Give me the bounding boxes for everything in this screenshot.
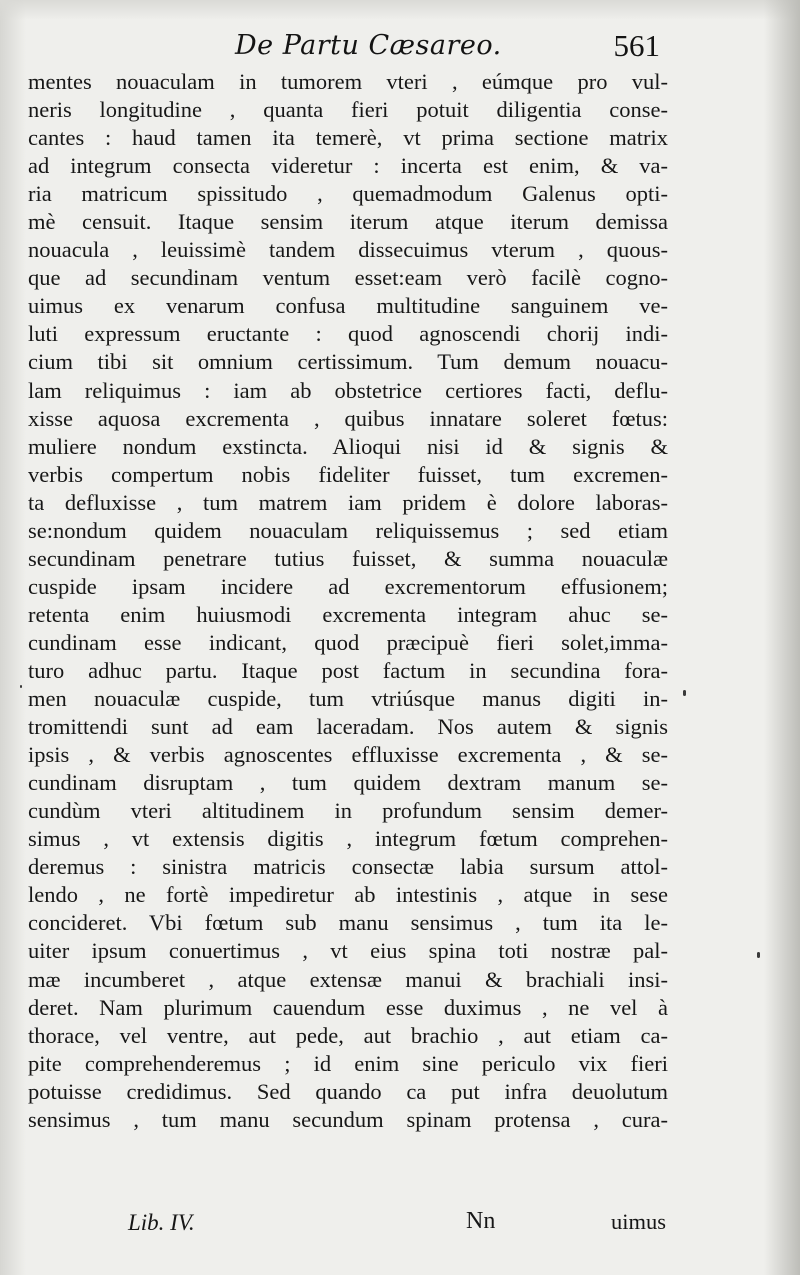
text-line: thorace, vel ventre, aut pede, aut brachio , aut etiam ca- <box>28 1022 668 1048</box>
text-line: cuspide ipsam incidere ad excrementorum effusionem; <box>28 573 668 599</box>
text-line: se:nondum quidem nouaculam reliquissemus ; sed etiam <box>28 517 668 543</box>
page-edge-shadow <box>764 0 800 1275</box>
text-line: deremus : sinistra matricis consectæ labia sursum attol- <box>28 854 668 880</box>
page-header <box>30 26 660 70</box>
text-line: que ad secundinam ventum esset:eam verò facilè cogno- <box>28 265 668 291</box>
text-line: deret. Nam plurimum cauendum esse duximus , ne vel à <box>28 994 668 1020</box>
margin-speck <box>757 952 760 958</box>
text-line: cundinam esse indicant, quod præcipuè fieri solet,imma- <box>28 629 668 655</box>
text-line: uimus ex venarum confusa multitudine sanguinem ve- <box>28 293 668 319</box>
text-line: cundùm vteri altitudinem in profundum sensim demer- <box>28 798 668 824</box>
body-text <box>28 68 668 1134</box>
gathering-signature-mark: Nn <box>466 1208 496 1234</box>
text-line: lendo , ne fortè impediretur ab intestinis , atque in sese <box>28 882 668 908</box>
text-line: tromittendi sunt ad eam laceradam. Nos autem & signis <box>28 714 668 740</box>
text-line: ad integrum consecta videretur : incerta est enim, & va- <box>28 153 668 179</box>
margin-speck <box>20 685 22 688</box>
text-line: lam reliquimus : iam ab obstetrice certiores facti, deflu- <box>28 377 668 403</box>
text-line: retenta enim huiusmodi excrementa integram ahuc se- <box>28 601 668 627</box>
text-line: verbis compertum nobis fideliter fuisset, tum excremen- <box>28 461 668 487</box>
text-line: mè censuit. Itaque sensim iterum atque iterum demissa <box>28 209 668 235</box>
text-line: men nouaculæ cuspide, tum vtriúsque manus digiti in- <box>28 686 668 712</box>
page-footer <box>28 1206 666 1242</box>
text-line: sensimus , tum manu secundum spinam protensa , cura- <box>28 1106 668 1132</box>
text-line: potuisse credidimus. Sed quando ca put infra deuolutum <box>28 1078 668 1104</box>
text-line: neris longitudine , quanta fieri potuit diligentia conse- <box>28 97 668 123</box>
text-line: mentes nouaculam in tumorem vteri , eúmque pro vul- <box>28 69 668 94</box>
text-line: concideret. Vbi fœtum sub manu sensimus , tum ita le- <box>28 910 668 936</box>
text-line: turo adhuc partu. Itaque post factum in secundina fora- <box>28 657 668 683</box>
margin-speck <box>683 690 686 696</box>
text-line: cantes : haud tamen ita temerè, vt prima sectione matrix <box>28 125 668 151</box>
text-line: ria matricum spissitudo , quemadmodum Galenus opti- <box>28 181 668 207</box>
running-title: De Partu Cæsareo. <box>235 30 502 61</box>
text-line: ipsis , & verbis agnoscentes effluxisse excrementa , & se- <box>28 742 668 768</box>
text-line: luti expressum eructante : quod agnoscendi chorij indi- <box>28 321 668 347</box>
text-line: pite comprehenderemus ; id enim sine periculo vix fieri <box>28 1050 668 1076</box>
page-gutter-shadow <box>0 0 26 1275</box>
catchword: uimus <box>610 1209 666 1234</box>
page-number: 561 <box>613 28 660 63</box>
text-line: simus , vt extensis digitis , integrum fœtum comprehen- <box>28 826 668 852</box>
text-line: ta defluxisse , tum matrem iam pridem è dolore laboras- <box>28 489 668 515</box>
page-top-shadow <box>0 0 800 20</box>
text-line: cium tibi sit omnium certissimum. Tum demum nouacu- <box>28 349 668 375</box>
text-line: nouacula , leuissimè tandem dissecuimus vterum , quous- <box>28 237 668 263</box>
text-line: mæ incumberet , atque extensæ manui & brachiali insi- <box>28 966 668 992</box>
text-line: cundinam disruptam , tum quidem dextram manum se- <box>28 770 668 796</box>
text-line: secundinam penetrare tutius fuisset, & summa nouaculæ <box>28 545 668 571</box>
book-signature: Lib. IV. <box>128 1210 195 1235</box>
text-line: uiter ipsum conuertimus , vt eius spina toti nostræ pal- <box>28 938 668 964</box>
text-line: xisse aquosa excrementa , quibus innatare soleret fœtus: <box>28 405 668 431</box>
text-line: muliere nondum exstincta. Alioqui nisi id & signis & <box>28 433 668 459</box>
